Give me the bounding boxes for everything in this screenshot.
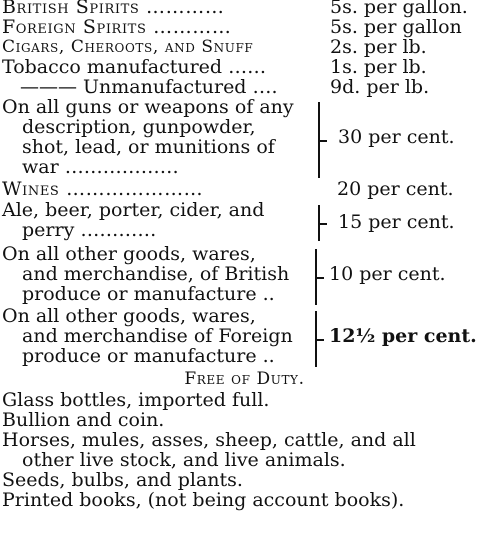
item-label: ——— Unmanufactured: [20, 76, 247, 98]
row-tobacco: [2, 57, 266, 77]
rate-ale: 15 per cent.: [338, 211, 455, 233]
foreign-goods-line: produce or manufacture ..: [22, 345, 275, 367]
rate-cigars: 2s. per lb.: [330, 36, 427, 58]
foreign-goods-line: On all other goods, wares,: [2, 305, 256, 327]
leader-dots: …………: [146, 0, 225, 18]
row-wines: [2, 179, 203, 199]
item-label: British Spirits: [2, 0, 140, 18]
row-unmanufactured: [20, 77, 278, 97]
rate-foreign-goods: 12½ per cent.: [329, 325, 477, 347]
leader-dots: …………: [153, 16, 232, 38]
brace: [306, 249, 317, 305]
row-british-spirits: [2, 0, 224, 17]
leader-dots: ….: [252, 76, 278, 98]
ale-line: Ale, beer, porter, cider, and: [2, 199, 265, 221]
rate-british-spirits: 5s. per gallon.: [330, 0, 468, 18]
free-of-duty-heading: Free of Duty.: [184, 369, 305, 389]
free-item: Horses, mules, asses, sheep, cattle, and all: [2, 429, 416, 451]
ale-line: perry …………: [22, 219, 157, 241]
foreign-goods-line: and merchandise of Foreign: [22, 325, 293, 347]
british-goods-line: produce or manufacture ..: [22, 283, 275, 305]
rate-wines: 20 per cent.: [337, 178, 454, 200]
brace: [309, 102, 320, 178]
rate-foreign-spirits: 5s. per gallon: [330, 16, 462, 38]
brace: [306, 311, 317, 367]
row-cigars: [2, 37, 253, 57]
item-label: Foreign Spirits: [2, 16, 147, 38]
free-item: Glass bottles, imported full.: [2, 389, 270, 411]
free-item: other live stock, and live animals.: [22, 449, 346, 471]
rate-arms: 30 per cent.: [338, 126, 455, 148]
free-item: Bullion and coin.: [2, 409, 165, 431]
rate-tobacco: 1s. per lb.: [330, 56, 427, 78]
arms-line: shot, lead, or munitions of: [22, 136, 275, 158]
item-label: Wines: [2, 178, 60, 200]
free-item: Seeds, bulbs, and plants.: [2, 469, 243, 491]
leader-dots: ……: [228, 56, 267, 78]
brace: [309, 205, 320, 241]
item-label: Cigars, Cheroots, and Snuff: [2, 37, 254, 57]
arms-line: On all guns or weapons of any: [2, 96, 294, 118]
item-label: Tobacco manufactured: [2, 56, 223, 78]
rate-unmanufactured: 9d. per lb.: [330, 76, 430, 98]
leader-dots: …………………: [66, 178, 204, 200]
arms-line: war ………………: [22, 156, 179, 178]
british-goods-line: On all other goods, wares,: [2, 243, 256, 265]
arms-line: description, gunpowder,: [22, 116, 256, 138]
free-item: Printed books, (not being account books).: [2, 489, 405, 511]
rate-british-goods: 10 per cent.: [329, 263, 446, 285]
row-foreign-spirits: [2, 17, 232, 37]
british-goods-line: and merchandise, of British: [22, 263, 290, 285]
